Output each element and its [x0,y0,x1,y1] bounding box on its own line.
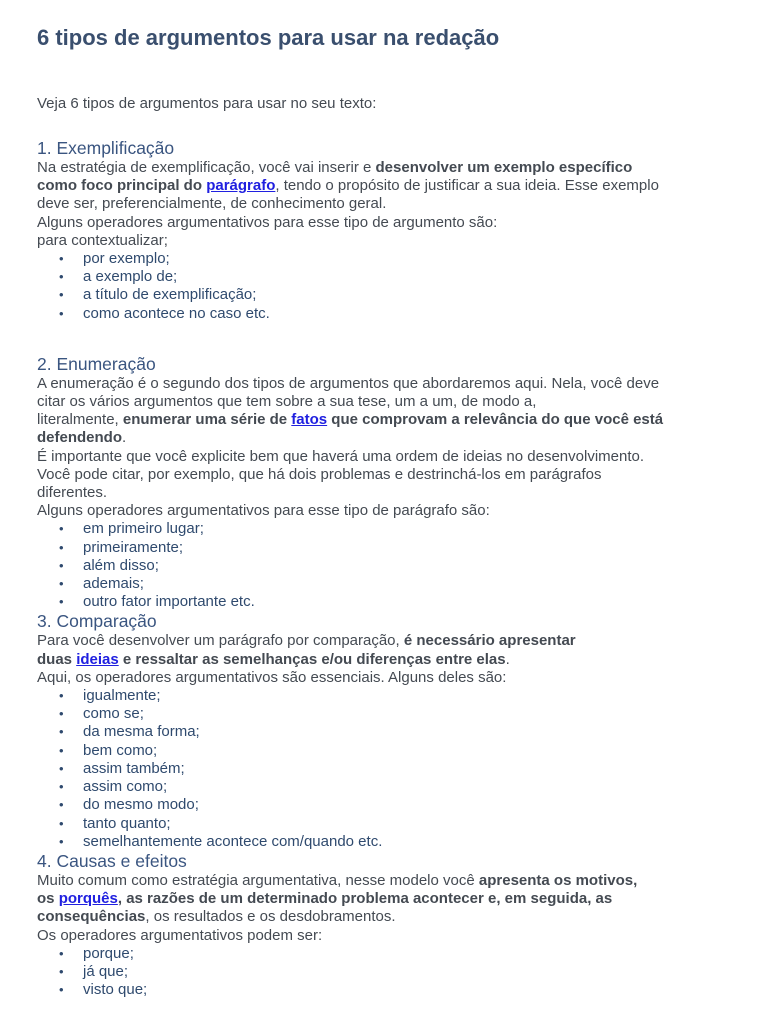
paragraph-line: Aqui, os operadores argumentativos são essenciais. Alguns deles são: [37,668,507,686]
text-span: duas [37,650,77,668]
paragraph-line [37,872,737,890]
bold-text: defendendo [37,429,122,447]
paragraph-line: diferentes. [37,484,108,502]
list-item: • além disso; [37,557,737,575]
section-causas-efeitos [37,851,737,999]
operators-list [37,250,737,323]
text-span: como foco principal do [37,177,207,195]
link-porques[interactable]: porquês [58,890,118,908]
paragraph-line [37,651,737,669]
paragraph-line [37,429,737,447]
paragraph-line: Alguns operadores argumentativos para esse tipo de parágrafo são: [37,502,490,520]
list-item: • primeiramente; [37,539,737,557]
link-ideias[interactable]: ideias [76,650,119,668]
text-span: . [122,429,127,447]
list-item: • em primeiro lugar; [37,520,737,538]
list-item: • ademais; [37,575,737,593]
text-span: Na estratégia de exemplificação, você vai inserir e [37,159,376,176]
operators-list [37,945,737,1000]
bold-text: consequências [37,908,146,926]
text-span: Muito comum como estratégia argumentativa, nesse modelo você [37,871,479,889]
bold-text [123,411,663,428]
paragraph-line: deve ser, preferencialmente, de conhecimento geral. [37,195,387,213]
paragraph-line [37,177,737,195]
section-heading: 1. Exemplificação [37,138,175,158]
paragraph-line: para contextualizar; [37,231,168,249]
paragraph-line: A enumeração é o segundo dos tipos de argumentos que abordaremos aqui. Nela, você deve [37,374,660,392]
list-item: • como se; [37,705,737,723]
link-fatos[interactable]: fatos [291,411,328,429]
text-span: , as razões de um determinado problema acontecer e, em seguida, as [117,890,613,908]
list-item: • assim como; [37,778,737,796]
list-item: • tanto quanto; [37,815,737,833]
text-span: que comprovam a relevância do que você está [327,411,664,429]
link-paragrafo[interactable]: parágrafo [206,177,276,195]
paragraph-line [37,159,737,177]
section-heading: 4. Causas e efeitos [37,850,187,871]
list-item: • porque; [37,945,737,963]
list-item: • como acontece no caso etc. [37,305,737,323]
paragraph-line [37,908,737,926]
list-item: • já que; [37,963,737,981]
text-span: literalmente, [37,411,123,429]
paragraph-line: citar os vários argumentos que tem sobre a sua tese, um a um, de modo a, [37,393,537,411]
bold-text: é necessário apresentar [403,632,576,650]
bold-text [37,890,612,907]
section-heading: 2. Enumeração [37,353,156,374]
paragraph-line: Os operadores argumentativos podem ser: [37,926,323,944]
section-enumeracao [37,354,737,612]
section-exemplificacao [37,138,737,323]
page-title: 6 tipos de argumentos para usar na redação [37,25,500,50]
list-item: • por exemplo; [37,250,737,268]
list-item: • a exemplo de; [37,268,737,286]
text-span: os [37,890,59,908]
list-item: • assim também; [37,760,737,778]
paragraph-line: Alguns operadores argumentativos para esse tipo de argumento são: [37,213,498,231]
text-span: Para você desenvolver um parágrafo por comparação, [37,632,404,650]
paragraph-line: Você pode citar, por exemplo, que há dois problemas e destrinchá-los em parágrafos [37,465,602,483]
bold-text: desenvolver um exemplo específico [375,159,633,176]
operators-list [37,687,737,851]
paragraph-line [37,632,737,650]
spacer [37,323,737,354]
section-comparacao [37,611,737,850]
list-item: • bem como; [37,742,737,760]
text-span: . [505,650,510,668]
text-span: , os resultados e os desdobramentos. [145,908,396,926]
list-item: • igualmente; [37,687,737,705]
section-heading: 3. Comparação [37,611,157,632]
text-span: , tendo o propósito de justificar a sua ideia. Esse exemplo [275,177,659,195]
list-item: • do mesmo modo; [37,796,737,814]
paragraph-line [37,890,737,908]
paragraph-line [37,411,737,429]
intro-text: Veja 6 tipos de argumentos para usar no seu texto: [37,95,377,112]
bold-text [37,177,275,194]
operators-list [37,520,737,611]
document-content [37,138,737,999]
list-item: • semelhantemente acontece com/quando etc. [37,833,737,851]
list-item: • a título de exemplificação; [37,286,737,304]
list-item: • visto que; [37,981,737,999]
text-span: e ressaltar as semelhanças e/ou diferenças entre elas [118,650,506,668]
text-span: enumerar uma série de [122,411,292,429]
list-item: • da mesma forma; [37,723,737,741]
list-item: • outro fator importante etc. [37,593,737,611]
paragraph-line: É importante que você explicite bem que haverá uma ordem de ideias no desenvolvimento. [37,447,645,465]
bold-text: apresenta os motivos, [478,871,638,889]
bold-text [37,651,506,668]
